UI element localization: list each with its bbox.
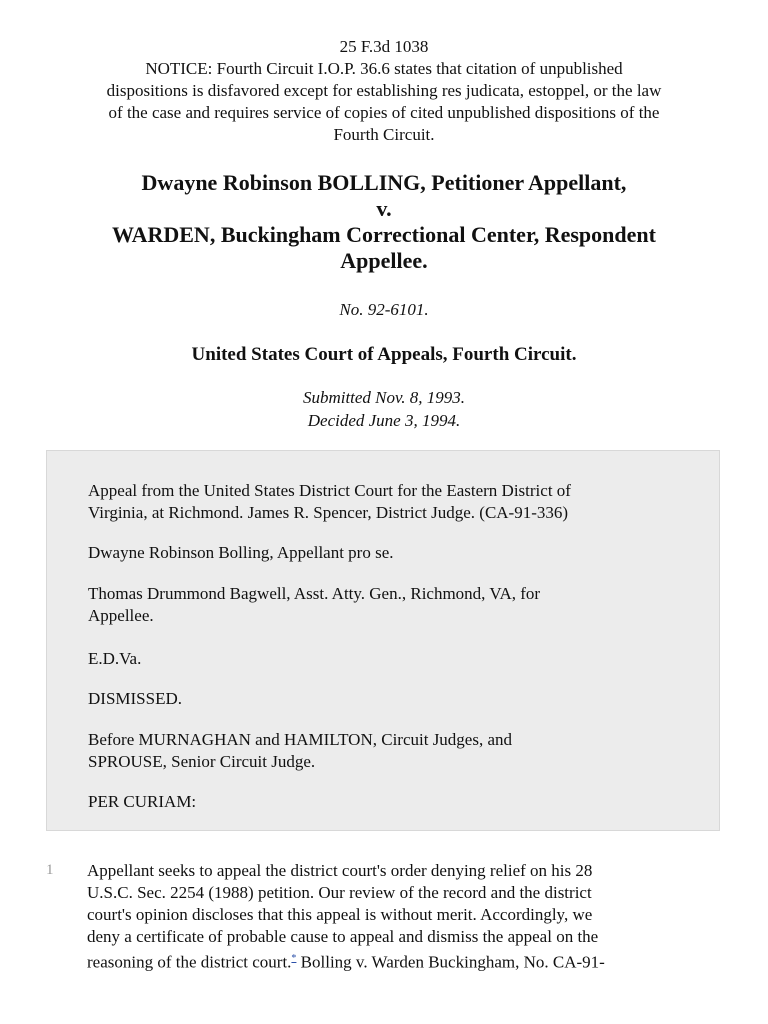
footnote-link[interactable]: *: [291, 953, 297, 964]
case-caption: [40, 170, 728, 274]
docket-number: No. 92-6101.: [339, 300, 429, 319]
appellee-counsel: Thomas Drummond Bagwell, Asst. Atty. Gen., Richmond, VA, for Appellee.: [88, 584, 541, 625]
notice-line: Fourth Circuit.: [333, 125, 435, 144]
notice-line: of the case and requires service of copies of cited unpublished dispositions of the: [108, 103, 660, 122]
submitted-date: Submitted Nov. 8, 1993.: [302, 388, 466, 407]
notice-line: NOTICE: Fourth Circuit I.O.P. 36.6 states that citation of unpublished: [145, 59, 623, 78]
caption-respondent-role: Appellee.: [340, 248, 428, 273]
caption-respondent: WARDEN, Buckingham Correctional Center, Respondent: [112, 222, 656, 247]
notice-line: dispositions is disfavored except for establishing res judicata, estoppel, or the law: [106, 81, 662, 100]
case-info-box: [46, 450, 720, 831]
court-name: United States Court of Appeals, Fourth Circuit.: [191, 344, 577, 365]
reporter-citation: 25 F.3d 1038: [339, 37, 429, 56]
decided-date: Decided June 3, 1994.: [307, 411, 461, 430]
district-abbrev: E.D.Va.: [88, 649, 142, 668]
appeal-from: Appeal from the United States District Court for the Eastern District of Virginia, at Richmond. James R. Spencer, District Judge. (CA-91-336): [88, 481, 571, 522]
caption-versus: v.: [376, 196, 392, 221]
appellant-counsel: Dwayne Robinson Bolling, Appellant pro se.: [88, 543, 394, 562]
panel: Before MURNAGHAN and HAMILTON, Circuit Judges, and SPROUSE, Senior Circuit Judge.: [88, 730, 513, 771]
disposition: DISMISSED.: [88, 689, 182, 708]
caption-petitioner: Dwayne Robinson BOLLING, Petitioner Appellant,: [141, 170, 627, 195]
case-dates: [40, 386, 728, 432]
paragraph-text: Appellant seeks to appeal the district court's order denying relief on his 28 U.S.C. Sec. 2254 (1988) petition. Our review of the record and the district court's opinion discloses that this appeal is without merit. Accordingly, we deny a certificate of probable cause to appeal and dismiss the appeal on the reasoning of the district court.* Bolling v. Warden Buckingham, No. CA-91-: [87, 861, 605, 972]
per-curiam: PER CURIAM:: [88, 792, 197, 811]
header-notice: [40, 36, 728, 146]
paragraph-number: 1: [46, 862, 54, 878]
